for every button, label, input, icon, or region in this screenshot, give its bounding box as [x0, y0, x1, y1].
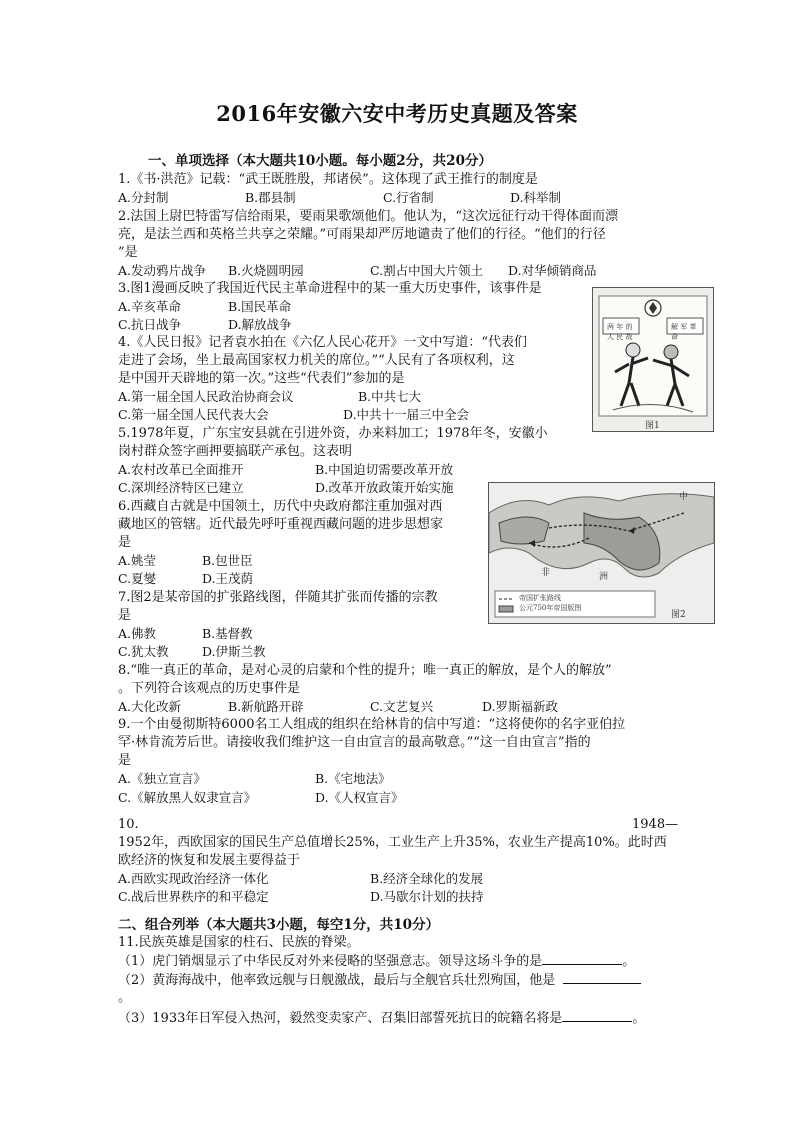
answer-blank-1[interactable]: [542, 952, 622, 965]
section-2-heading: 二、组合列举（本大题共3小题，每空1分，共10分）: [118, 917, 440, 933]
q10-option-c: C.战后世界秩序的和平稳定: [118, 889, 269, 904]
q10-number: 10.: [118, 817, 139, 832]
q7-option-a: A.佛教: [118, 626, 157, 641]
q4-option-c: C.第一届全国人民代表大会: [118, 407, 269, 422]
map-legend-territory: 公元750年帝国版图: [519, 604, 582, 612]
cartoon-illustration: [593, 288, 713, 431]
q5-option-b: B.中国迫切需要改革开放: [315, 462, 454, 477]
q2-line1: 2.法国上尉巴特雷写信给雨果，要雨果歌颂他们。他认为，“这次远征行动干得体面而漂: [118, 209, 619, 224]
q4-line1: 4.《人民日报》记者袁水拍在《六亿人民心花开》一文中写道：“代表们: [118, 335, 528, 350]
q10-option-b: B.经济全球化的发展: [370, 871, 484, 886]
q2-option-d: D.对华倾销商品: [508, 263, 597, 278]
q5-line1: 5.1978年夏，广东宝安县就在引进外资，办来料加工；1978年冬，安徽小: [118, 426, 548, 441]
q4-option-a: A.第一届全国人民政治协商会议: [118, 389, 294, 404]
q2-option-a: A.发动鸦片战争: [118, 263, 207, 278]
q3-option-d: D.解放战争: [228, 317, 292, 332]
q7-line2: 是: [118, 608, 132, 623]
q9-option-d: D.《人权宣言》: [315, 790, 404, 805]
q9-line3: 是: [118, 753, 132, 768]
q5-option-a: A.农村改革已全面推开: [118, 462, 244, 477]
q3-option-b: B.国民革命: [228, 299, 292, 314]
q5-option-c: C.深圳经济特区已建立: [118, 480, 244, 495]
figure-1-caption: 图1: [645, 421, 660, 431]
q4-option-d: D.中共十一届三中全会: [343, 407, 470, 422]
q2-line2: 亮，是法兰西和英格兰共享之荣耀。”可雨果却严厉地谴责了他们的行径。“他们的行径: [118, 227, 606, 242]
q4-option-b: B.中共七大: [358, 389, 422, 404]
q10-option-d: D.马歇尔计划的扶持: [370, 889, 484, 904]
q7-option-d: D.伊斯兰教: [202, 644, 266, 659]
map-label-river: 洲: [599, 572, 609, 582]
q7-option-c: C.犹太教: [118, 644, 169, 659]
map-legend-route: 帝国扩张路线: [519, 594, 561, 602]
q8-line1: 8.“唯一真正的革命，是对心灵的启蒙和个性的提升；唯一真正的解放，是个人的解放”: [118, 663, 612, 678]
q7-option-b: B.基督教: [202, 626, 253, 641]
cartoon-banner-right: 解 军 革 命: [671, 323, 697, 341]
q6-option-a: A.姚莹: [118, 553, 157, 568]
q9-line1: 9.一个由曼彻斯特6000名工人组成的组织在给林肯的信中写道：“这将使你的名字亚伯拉: [118, 717, 626, 732]
q10-line3: 欧经济的恢复和发展主要得益于: [118, 853, 301, 868]
q11-part3-end: 。: [632, 1011, 646, 1026]
q11-part2: [118, 971, 641, 990]
map-label-africa: 非: [541, 568, 551, 578]
figure-2-map: [488, 482, 715, 624]
q3-stem: 3.图1漫画反映了我国近代民主革命进程中的某一重大历史事件，该事件是: [118, 281, 542, 296]
q9-line2: 罕·林肯流芳后世。请接收我们维护这一自由宣言的最高敬意。”“这一自由宣言”指的: [118, 735, 591, 750]
q6-line2: 藏地区的管辖。近代最先呼吁重视西藏问题的进步思想家: [118, 517, 444, 532]
q7-line1: 7.图2是某帝国的扩张路线图，伴随其扩张而传播的宗教: [118, 590, 438, 605]
q1-option-b: B.郡县制: [245, 190, 296, 205]
page-title: 2016年安徽六安中考历史真题及答案: [216, 101, 578, 126]
q6-option-c: C.夏燮: [118, 571, 157, 586]
q8-option-b: B.新航路开辟: [228, 699, 304, 714]
q8-option-a: A.大化改新: [118, 699, 182, 714]
q11-part1: [118, 952, 635, 971]
figure-2-caption: 图2: [671, 610, 686, 620]
map-label-sea: 中: [679, 492, 689, 502]
q11-part3: [118, 1009, 645, 1028]
q11-stem: 11.民族英雄是国家的柱石、民族的脊梁。: [118, 935, 360, 950]
answer-blank-3[interactable]: [562, 1009, 632, 1022]
q6-line1: 6.西藏自古就是中国领土，历代中央政府都注重加强对西: [118, 499, 443, 514]
q6-option-d: D.王茂荫: [202, 571, 254, 586]
q1-option-c: C.行省制: [383, 190, 434, 205]
q8-option-c: C.文艺复兴: [370, 699, 434, 714]
section-1-heading: 一、单项选择（本大题共10小题。每小题2分，共20分）: [148, 153, 492, 169]
q11-part2-end: 。: [118, 990, 132, 1005]
q2-line3: ”是: [118, 245, 138, 260]
q11-part1-end: 。: [622, 954, 636, 969]
figure-1-cartoon: [592, 287, 714, 432]
q11-part2-text: （2）黄海海战中，他率致远舰与日舰激战，最后与全舰官兵壮烈殉国，他是: [118, 973, 556, 988]
answer-blank-2[interactable]: [563, 971, 641, 984]
q10-year: 1948—: [632, 817, 679, 832]
q3-option-c: C.抗日战争: [118, 317, 182, 332]
q4-line3: 是中国开天辟地的第一次。”这些“代表们”参加的是: [118, 371, 405, 386]
q6-line3: 是: [118, 535, 132, 550]
q10-line2: 1952年，西欧国家的国民生产总值增长25%，工业生产上升35%，农业生产提高10%。此时西: [118, 835, 667, 850]
q8-line2: 。下列符合该观点的历史事件是: [118, 681, 301, 696]
q3-option-a: A.辛亥革命: [118, 299, 182, 314]
q10-option-a: A.西欧实现政治经济一体化: [118, 871, 269, 886]
q1-stem: 1.《书·洪范》记载：“武王既胜殷，邦诸侯”。这体现了武王推行的制度是: [118, 172, 538, 187]
q5-line2: 岗村群众签字画押要搞联产承包。这表明: [118, 444, 353, 459]
q9-option-a: A.《独立宣言》: [118, 771, 207, 786]
q8-option-d: D.罗斯福新政: [482, 699, 559, 714]
q1-option-d: D.科举制: [510, 190, 562, 205]
q2-option-b: B.火烧圆明园: [228, 263, 304, 278]
q9-option-c: C.《解放黑人奴隶宣言》: [118, 790, 257, 805]
q5-option-d: D.改革开放政策开始实施: [315, 480, 454, 495]
q4-line2: 走进了会场，坐上最高国家权力机关的席位。”“人民有了各项权利，这: [118, 353, 515, 368]
q6-option-b: B.包世臣: [202, 553, 253, 568]
q1-option-a: A.分封制: [118, 190, 169, 205]
q2-option-c: C.割占中国大片领土: [370, 263, 484, 278]
q9-option-b: B.《宅地法》: [315, 771, 391, 786]
q11-part3-text: （3）1933年日军侵入热河，毅然变卖家产、召集旧部誓死抗日的皖籍名将是: [118, 1011, 563, 1026]
cartoon-banner-left: 两 年 的 人 民 战: [607, 323, 633, 341]
q11-part1-text: （1）虎门销烟显示了中华民反对外来侵略的坚强意志。领导这场斗争的是: [118, 954, 543, 969]
